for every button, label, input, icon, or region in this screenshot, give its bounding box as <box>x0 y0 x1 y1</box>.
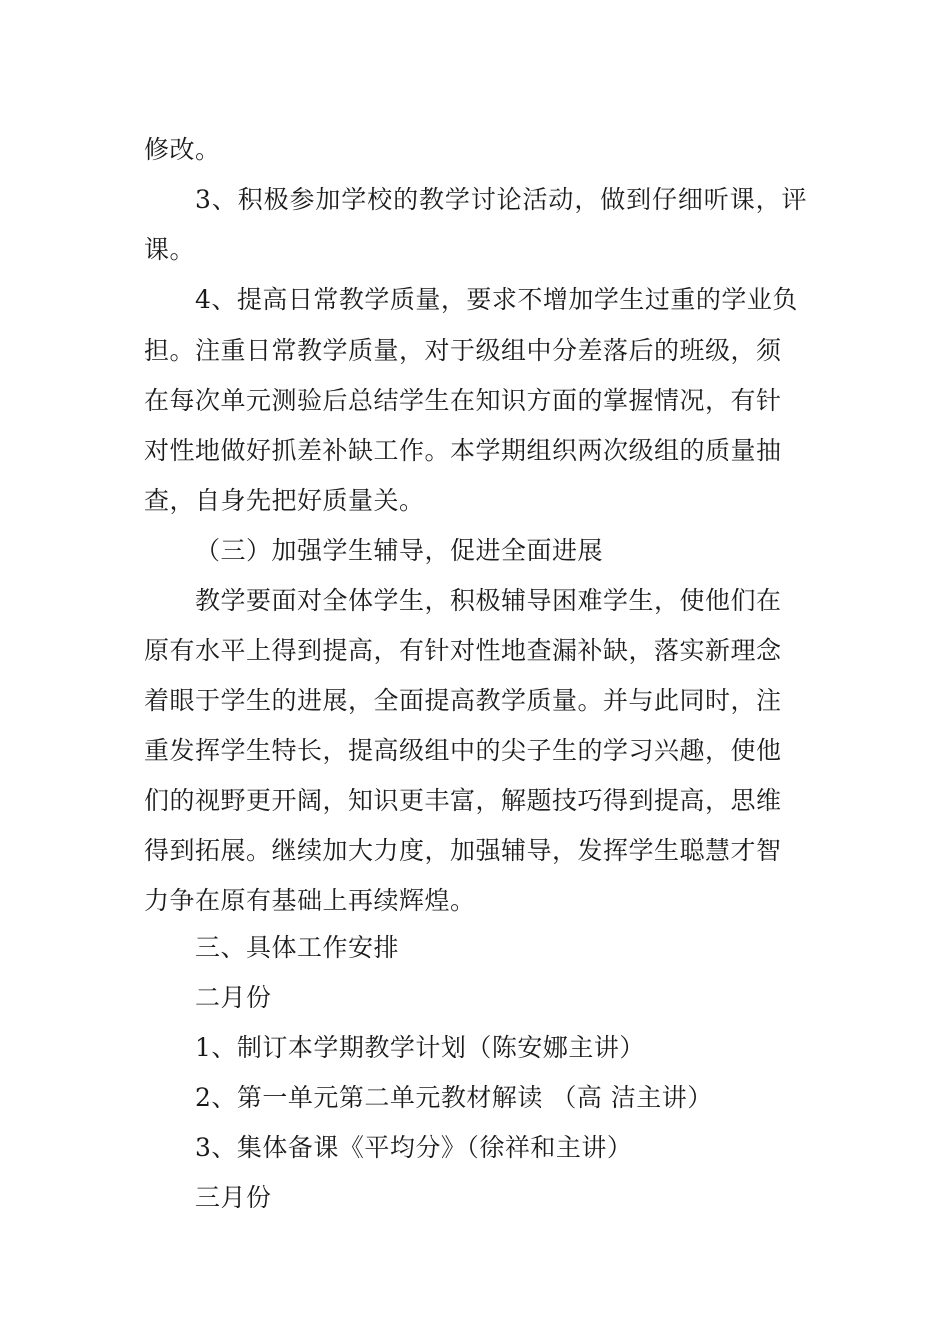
text-line: 重发挥学生特长，提高级组中的尖子生的学习兴趣，使他 <box>144 736 782 765</box>
text-line: 修改。 <box>144 135 221 164</box>
text-line: 原有水平上得到提高，有针对性地查漏补缺，落实新理念 <box>144 636 782 665</box>
text-line: 课。 <box>144 235 196 264</box>
month-heading: 三月份 <box>195 1183 272 1212</box>
text-line: 着眼于学生的进展，全面提高教学质量。并与此同时，注 <box>144 686 782 715</box>
section-heading: 三、具体工作安排 <box>195 933 400 962</box>
text-line: 们的视野更开阔，知识更丰富，解题技巧得到提高，思维 <box>144 786 782 815</box>
text-line: 4、提高日常教学质量，要求不增加学生过重的学业负 <box>195 285 798 314</box>
list-item: 3、集体备课《平均分》（徐祥和主讲） <box>195 1133 633 1162</box>
text-line: 查，自身先把好质量关。 <box>144 486 425 515</box>
section-heading: （三）加强学生辅导，促进全面进展 <box>195 536 604 565</box>
text-line: 对性地做好抓差补缺工作。本学期组织两次级组的质量抽 <box>144 436 782 465</box>
list-item: 2、第一单元第二单元教材解读 （高 洁主讲） <box>195 1083 713 1112</box>
text-line: 力争在原有基础上再续辉煌。 <box>144 886 476 915</box>
text-line: 在每次单元测验后总结学生在知识方面的掌握情况，有针 <box>144 386 782 415</box>
month-heading: 二月份 <box>195 983 272 1012</box>
text-line: 3、积极参加学校的教学讨论活动，做到仔细听课，评 <box>195 185 807 214</box>
text-line: 得到拓展。继续加大力度，加强辅导，发挥学生聪慧才智 <box>144 836 782 865</box>
list-item: 1、制订本学期教学计划（陈安娜主讲） <box>195 1033 645 1062</box>
text-line: 教学要面对全体学生，积极辅导困难学生，使他们在 <box>195 586 782 615</box>
text-line: 担。注重日常教学质量，对于级组中分差落后的班级，须 <box>144 336 782 365</box>
